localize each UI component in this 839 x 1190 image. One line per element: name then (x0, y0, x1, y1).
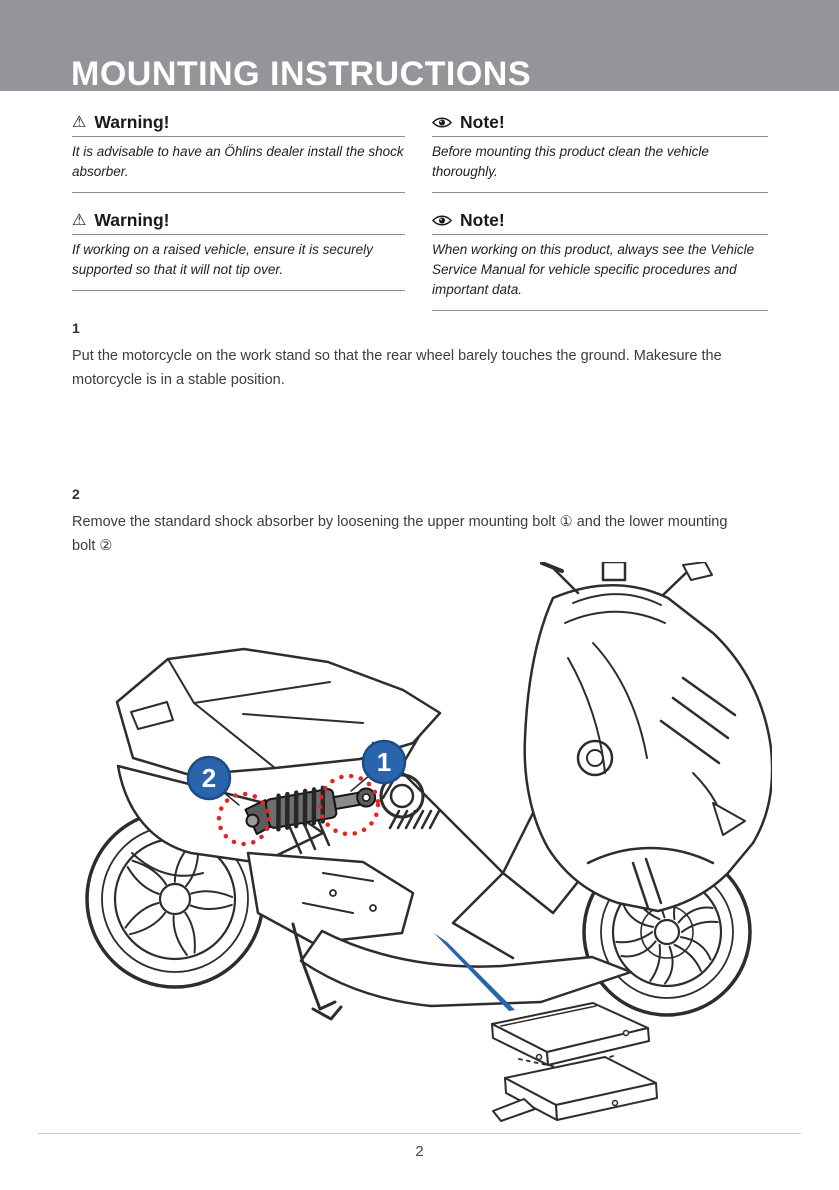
warning-title: Warning! (94, 210, 170, 230)
warning-body: It is advisable to have an Öhlins dealer install the shock absorber. (72, 137, 405, 193)
page-title: MOUNTING INSTRUCTIONS (71, 55, 532, 93)
warning-triangle-icon: ⚠ (72, 113, 87, 131)
step-2-text: Remove the standard shock absorber by loosening the upper mounting bolt ① and the lower mounting bolt ② (72, 514, 728, 554)
note-block (432, 210, 768, 311)
warning-heading (72, 210, 405, 235)
note-block (432, 112, 768, 193)
step-1 (72, 320, 748, 392)
step-2 (72, 486, 748, 558)
warning-heading (72, 112, 405, 137)
warning-body: If working on a raised vehicle, ensure it is securely supported so that it will not tip over. (72, 235, 405, 291)
work-stand (492, 1003, 657, 1121)
warning-title: Warning! (94, 112, 170, 132)
notice-column-left (72, 112, 405, 308)
step-1-text: Put the motorcycle on the work stand so that the rear wheel barely touches the ground. Makesure the motorcycle is in a stable position. (72, 348, 722, 388)
step-2-number: 2 (72, 486, 80, 502)
note-title: Note! (460, 112, 505, 132)
note-heading (432, 112, 768, 137)
page-number: 2 (415, 1143, 424, 1160)
note-body: Before mounting this product clean the vehicle thoroughly. (432, 137, 768, 193)
note-title: Note! (460, 210, 505, 230)
figure-motorcycle-illustration (72, 562, 772, 1128)
warning-block (72, 210, 405, 291)
eye-icon (432, 214, 452, 227)
motorcycle-line-drawing (72, 562, 772, 1128)
callout-badge-2-label: 2 (201, 763, 217, 793)
notice-columns (72, 112, 768, 328)
footer-divider (38, 1133, 801, 1134)
warning-triangle-icon: ⚠ (72, 211, 87, 229)
step-1-number: 1 (72, 320, 80, 336)
warning-block (72, 112, 405, 193)
note-body: When working on this product, always see the Vehicle Service Manual for vehicle specific procedures and important data. (432, 235, 768, 311)
notice-column-right (432, 112, 768, 328)
note-heading (432, 210, 768, 235)
eye-icon (432, 116, 452, 129)
header-band (0, 0, 839, 91)
callout-badge-1-label: 1 (376, 747, 392, 777)
